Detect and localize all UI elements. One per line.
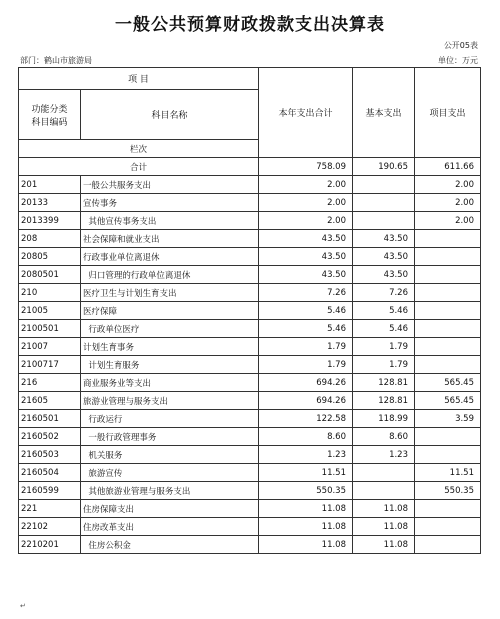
table-row (19, 392, 481, 410)
code-cell: 21007 (19, 338, 81, 356)
name-cell: 医疗卫生与计划生育支出 (81, 284, 259, 302)
project-cell: 2.00 (415, 194, 481, 212)
project-cell: 2.00 (415, 176, 481, 194)
total-cell: 2.00 (259, 176, 353, 194)
name-cell: 其他宣传事务支出 (81, 212, 259, 230)
name-cell: 计划生育事务 (81, 338, 259, 356)
project-cell: 565.45 (415, 374, 481, 392)
total-cell: 1.23 (259, 446, 353, 464)
code-cell: 216 (19, 374, 81, 392)
code-cell: 22102 (19, 518, 81, 536)
total-cell: 11.51 (259, 464, 353, 482)
table-row (19, 374, 481, 392)
total-cell: 8.60 (259, 428, 353, 446)
basic-cell: 5.46 (353, 320, 415, 338)
unit-label: 单位：万元 (438, 56, 478, 65)
name-cell: 其他旅游业管理与服务支出 (81, 482, 259, 500)
name-cell: 机关服务 (81, 446, 259, 464)
table-row (19, 302, 481, 320)
name-cell: 医疗保障 (81, 302, 259, 320)
basic-cell: 11.08 (353, 500, 415, 518)
table-row (19, 338, 481, 356)
project-cell (415, 230, 481, 248)
code-cell: 21605 (19, 392, 81, 410)
table-row (19, 482, 481, 500)
code-cell: 2100501 (19, 320, 81, 338)
name-cell: 住房公积金 (81, 536, 259, 554)
project-cell (415, 248, 481, 266)
project-cell: 2.00 (415, 212, 481, 230)
name-cell: 旅游宣传 (81, 464, 259, 482)
name-cell: 宣传事务 (81, 194, 259, 212)
basic-cell: 11.08 (353, 518, 415, 536)
total-cell: 5.46 (259, 320, 353, 338)
basic-cell: 5.46 (353, 302, 415, 320)
project-expenditure-header: 项目支出 (415, 68, 481, 158)
grand-total-basic: 190.65 (353, 158, 415, 176)
code-cell: 21005 (19, 302, 81, 320)
name-cell: 行政事业单位离退休 (81, 248, 259, 266)
code-cell: 208 (19, 230, 81, 248)
basic-cell: 43.50 (353, 266, 415, 284)
basic-cell: 1.79 (353, 338, 415, 356)
name-cell: 社会保障和就业支出 (81, 230, 259, 248)
name-cell: 商业服务业等支出 (81, 374, 259, 392)
code-cell: 2160502 (19, 428, 81, 446)
basic-cell (353, 176, 415, 194)
basic-cell: 43.50 (353, 230, 415, 248)
total-cell: 5.46 (259, 302, 353, 320)
table-row (19, 500, 481, 518)
code-cell: 20805 (19, 248, 81, 266)
total-cell: 694.26 (259, 392, 353, 410)
table-row (19, 410, 481, 428)
code-cell: 2080501 (19, 266, 81, 284)
code-cell: 2210201 (19, 536, 81, 554)
table-row (19, 230, 481, 248)
name-cell: 计划生育服务 (81, 356, 259, 374)
table-row (19, 176, 481, 194)
table-row (19, 212, 481, 230)
table-row (19, 428, 481, 446)
table-row (19, 518, 481, 536)
name-cell: 住房保障支出 (81, 500, 259, 518)
code-header: 功能分类 科目编码 (19, 90, 81, 140)
total-cell: 2.00 (259, 194, 353, 212)
name-cell: 住房改革支出 (81, 518, 259, 536)
basic-expenditure-header: 基本支出 (353, 68, 415, 158)
total-cell: 43.50 (259, 230, 353, 248)
total-cell: 2.00 (259, 212, 353, 230)
project-header: 项 目 (19, 68, 259, 90)
name-cell: 旅游业管理与服务支出 (81, 392, 259, 410)
project-cell (415, 320, 481, 338)
project-cell: 11.51 (415, 464, 481, 482)
code-cell: 2160501 (19, 410, 81, 428)
basic-cell: 7.26 (353, 284, 415, 302)
project-cell (415, 500, 481, 518)
project-cell: 3.59 (415, 410, 481, 428)
basic-cell: 8.60 (353, 428, 415, 446)
total-cell: 1.79 (259, 356, 353, 374)
project-cell (415, 284, 481, 302)
grand-total-amount: 758.09 (259, 158, 353, 176)
table-row (19, 248, 481, 266)
total-cell: 43.50 (259, 266, 353, 284)
basic-cell (353, 212, 415, 230)
table-row (19, 536, 481, 554)
project-cell: 550.35 (415, 482, 481, 500)
total-cell: 694.26 (259, 374, 353, 392)
total-cell: 11.08 (259, 536, 353, 554)
code-cell: 2160599 (19, 482, 81, 500)
table-row (19, 446, 481, 464)
total-expenditure-header: 本年支出合计 (259, 68, 353, 158)
name-cell: 一般行政管理事务 (81, 428, 259, 446)
basic-cell: 43.50 (353, 248, 415, 266)
form-number: 公开05表 (443, 41, 478, 50)
project-cell (415, 302, 481, 320)
code-cell: 2160504 (19, 464, 81, 482)
name-cell: 归口管理的行政单位离退休 (81, 266, 259, 284)
project-cell (415, 428, 481, 446)
total-cell: 11.08 (259, 500, 353, 518)
department-label: 部门：鹤山市旅游局 (20, 56, 92, 65)
basic-cell: 118.99 (353, 410, 415, 428)
basic-cell (353, 464, 415, 482)
grand-total-label: 合计 (19, 158, 259, 176)
code-cell: 20133 (19, 194, 81, 212)
basic-cell: 11.08 (353, 536, 415, 554)
basic-cell: 128.81 (353, 392, 415, 410)
total-cell: 11.08 (259, 518, 353, 536)
document-title: 一般公共预算财政拨款支出决算表 (115, 15, 385, 35)
table-row (19, 356, 481, 374)
project-cell (415, 266, 481, 284)
project-cell (415, 446, 481, 464)
table-row (19, 320, 481, 338)
code-cell: 2100717 (19, 356, 81, 374)
name-cell: 行政单位医疗 (81, 320, 259, 338)
project-cell (415, 356, 481, 374)
paragraph-mark: ↵ (20, 602, 26, 610)
basic-cell: 1.23 (353, 446, 415, 464)
basic-cell: 128.81 (353, 374, 415, 392)
column-index-label: 栏次 (19, 140, 259, 158)
name-cell: 一般公共服务支出 (81, 176, 259, 194)
code-cell: 2160503 (19, 446, 81, 464)
code-cell: 2013399 (19, 212, 81, 230)
code-cell: 201 (19, 176, 81, 194)
table-row (19, 464, 481, 482)
project-cell (415, 338, 481, 356)
project-cell (415, 518, 481, 536)
total-cell: 122.58 (259, 410, 353, 428)
project-cell: 565.45 (415, 392, 481, 410)
code-cell: 221 (19, 500, 81, 518)
basic-cell (353, 482, 415, 500)
total-cell: 43.50 (259, 248, 353, 266)
total-cell: 7.26 (259, 284, 353, 302)
table-row (19, 266, 481, 284)
code-cell: 210 (19, 284, 81, 302)
total-cell: 1.79 (259, 338, 353, 356)
basic-cell: 1.79 (353, 356, 415, 374)
name-cell: 行政运行 (81, 410, 259, 428)
expenditure-table (18, 67, 481, 554)
grand-total-project: 611.66 (415, 158, 481, 176)
total-cell: 550.35 (259, 482, 353, 500)
table-row (19, 284, 481, 302)
project-cell (415, 536, 481, 554)
table-row (19, 194, 481, 212)
basic-cell (353, 194, 415, 212)
name-header: 科目名称 (81, 90, 259, 140)
